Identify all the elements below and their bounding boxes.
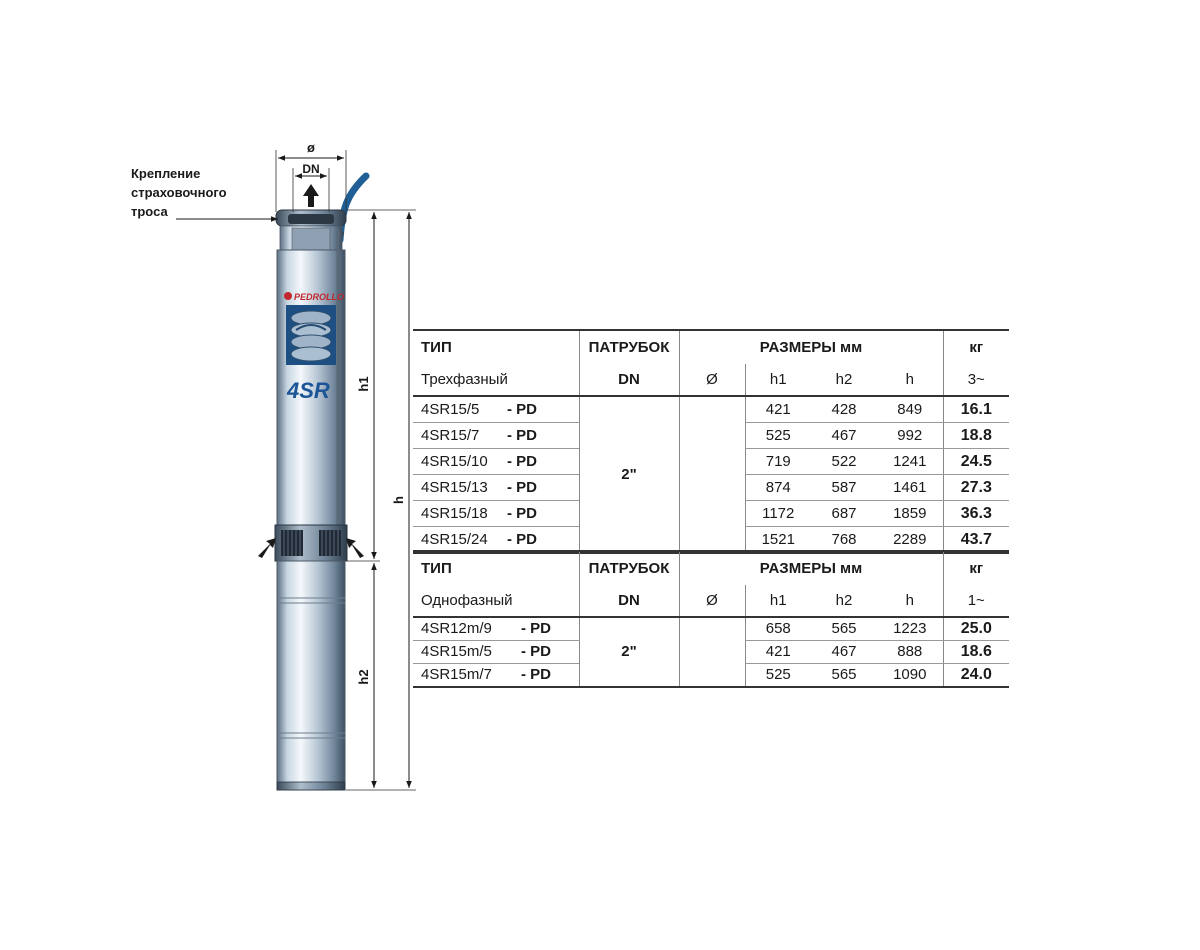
model-name: 4SR12m/9 xyxy=(421,620,492,637)
model-cell xyxy=(413,501,579,527)
model-cell xyxy=(413,641,579,664)
model-cell xyxy=(413,449,579,475)
subheader-h1: h1 xyxy=(745,585,811,617)
weight-cell: 27.3 xyxy=(943,475,1009,501)
header-weight: кг xyxy=(943,551,1009,585)
h2-label: h2 xyxy=(356,669,371,685)
diameter-label: ø xyxy=(307,140,315,155)
weight-cell: 36.3 xyxy=(943,501,1009,527)
single-phase-spec-table xyxy=(413,550,1009,688)
header-weight: кг xyxy=(943,330,1009,364)
subheader-phase-type: Однофазный xyxy=(413,585,579,617)
weight-cell: 18.8 xyxy=(943,423,1009,449)
subheader-h1: h1 xyxy=(745,364,811,396)
h-cell: 1090 xyxy=(877,664,943,688)
h2-cell: 522 xyxy=(811,449,877,475)
outlet-size-cell: 2" xyxy=(579,396,679,553)
h2-cell: 565 xyxy=(811,617,877,641)
model-suffix: - PD xyxy=(521,643,551,660)
h-cell: 1859 xyxy=(877,501,943,527)
h1-cell: 1172 xyxy=(745,501,811,527)
h1-label: h1 xyxy=(356,376,371,392)
weight-cell: 18.6 xyxy=(943,641,1009,664)
subheader-phase: 3~ xyxy=(943,364,1009,396)
model-suffix: - PD xyxy=(507,453,537,470)
h-cell: 2289 xyxy=(877,527,943,554)
subheader-h: h xyxy=(877,585,943,617)
weight-cell: 25.0 xyxy=(943,617,1009,641)
model-suffix: - PD xyxy=(521,666,551,683)
subheader-h: h xyxy=(877,364,943,396)
diameter-cell xyxy=(679,396,745,553)
h1-cell: 874 xyxy=(745,475,811,501)
subheader-h2: h2 xyxy=(811,585,877,617)
h-cell: 1461 xyxy=(877,475,943,501)
model-suffix: - PD xyxy=(507,531,537,548)
h1-cell: 719 xyxy=(745,449,811,475)
h1-cell: 1521 xyxy=(745,527,811,554)
series-logo-4sr: 4SR xyxy=(287,378,330,403)
header-dimensions: РАЗМЕРЫ мм xyxy=(679,330,943,364)
h1-cell: 421 xyxy=(745,641,811,664)
model-cell xyxy=(413,396,579,423)
h-label: h xyxy=(391,496,406,504)
header-dimensions: РАЗМЕРЫ мм xyxy=(679,551,943,585)
h2-cell: 565 xyxy=(811,664,877,688)
inflow-arrow-left-icon xyxy=(258,538,276,558)
diameter-cell xyxy=(679,617,745,687)
h2-cell: 467 xyxy=(811,641,877,664)
table-row xyxy=(413,396,1009,423)
power-cable xyxy=(340,176,366,240)
h2-cell: 768 xyxy=(811,527,877,554)
motor-body xyxy=(277,561,345,790)
h-cell: 888 xyxy=(877,641,943,664)
safety-rope-attachment-label xyxy=(131,164,227,221)
header-type: ТИП xyxy=(413,551,579,585)
pump-top-cap xyxy=(276,210,346,252)
h2-cell: 587 xyxy=(811,475,877,501)
h1-cell: 421 xyxy=(745,396,811,423)
model-cell xyxy=(413,664,579,688)
model-name: 4SR15/5 xyxy=(421,401,480,418)
attachment-label-line-1: Крепление xyxy=(131,166,201,181)
attachment-label-line-3: троса xyxy=(131,204,168,219)
weight-cell: 24.0 xyxy=(943,664,1009,688)
model-suffix: - PD xyxy=(507,505,537,522)
model-cell xyxy=(413,617,579,641)
subheader-diameter: Ø xyxy=(679,585,745,617)
table-row xyxy=(413,617,1009,641)
weight-cell: 24.5 xyxy=(943,449,1009,475)
model-name: 4SR15/10 xyxy=(421,453,488,470)
model-cell xyxy=(413,475,579,501)
h-cell: 992 xyxy=(877,423,943,449)
impeller-label-panel xyxy=(286,305,336,365)
weight-cell: 43.7 xyxy=(943,527,1009,554)
outflow-arrow-icon xyxy=(303,184,319,207)
weight-cell: 16.1 xyxy=(943,396,1009,423)
h2-cell: 687 xyxy=(811,501,877,527)
header-outlet: ПАТРУБОК xyxy=(579,330,679,364)
h2-cell: 428 xyxy=(811,396,877,423)
model-name: 4SR15/18 xyxy=(421,505,488,522)
h2-cell: 467 xyxy=(811,423,877,449)
brand-text: PEDROLLO xyxy=(294,292,345,302)
h1-cell: 525 xyxy=(745,664,811,688)
model-name: 4SR15m/5 xyxy=(421,643,492,660)
h1-cell: 658 xyxy=(745,617,811,641)
intake-screen xyxy=(275,525,347,561)
model-name: 4SR15m/7 xyxy=(421,666,492,683)
subheader-dn: DN xyxy=(579,585,679,617)
model-suffix: - PD xyxy=(507,427,537,444)
subheader-phase: 1~ xyxy=(943,585,1009,617)
h-cell: 849 xyxy=(877,396,943,423)
header-type: ТИП xyxy=(413,330,579,364)
three-phase-spec-table xyxy=(413,329,1009,554)
subheader-phase-type: Трехфазный xyxy=(413,364,579,396)
subheader-dn: DN xyxy=(579,364,679,396)
outlet-size-cell: 2" xyxy=(579,617,679,687)
model-name: 4SR15/13 xyxy=(421,479,488,496)
h-cell: 1241 xyxy=(877,449,943,475)
model-name: 4SR15/24 xyxy=(421,531,488,548)
h-cell: 1223 xyxy=(877,617,943,641)
h1-cell: 525 xyxy=(745,423,811,449)
model-suffix: - PD xyxy=(507,401,537,418)
model-name: 4SR15/7 xyxy=(421,427,480,444)
subheader-h2: h2 xyxy=(811,364,877,396)
model-suffix: - PD xyxy=(521,620,551,637)
dn-label: DN xyxy=(302,162,320,176)
attachment-label-line-2: страховочного xyxy=(131,185,227,200)
header-outlet: ПАТРУБОК xyxy=(579,551,679,585)
model-suffix: - PD xyxy=(507,479,537,496)
model-cell xyxy=(413,423,579,449)
subheader-diameter: Ø xyxy=(679,364,745,396)
inflow-arrow-right-icon xyxy=(346,538,364,558)
